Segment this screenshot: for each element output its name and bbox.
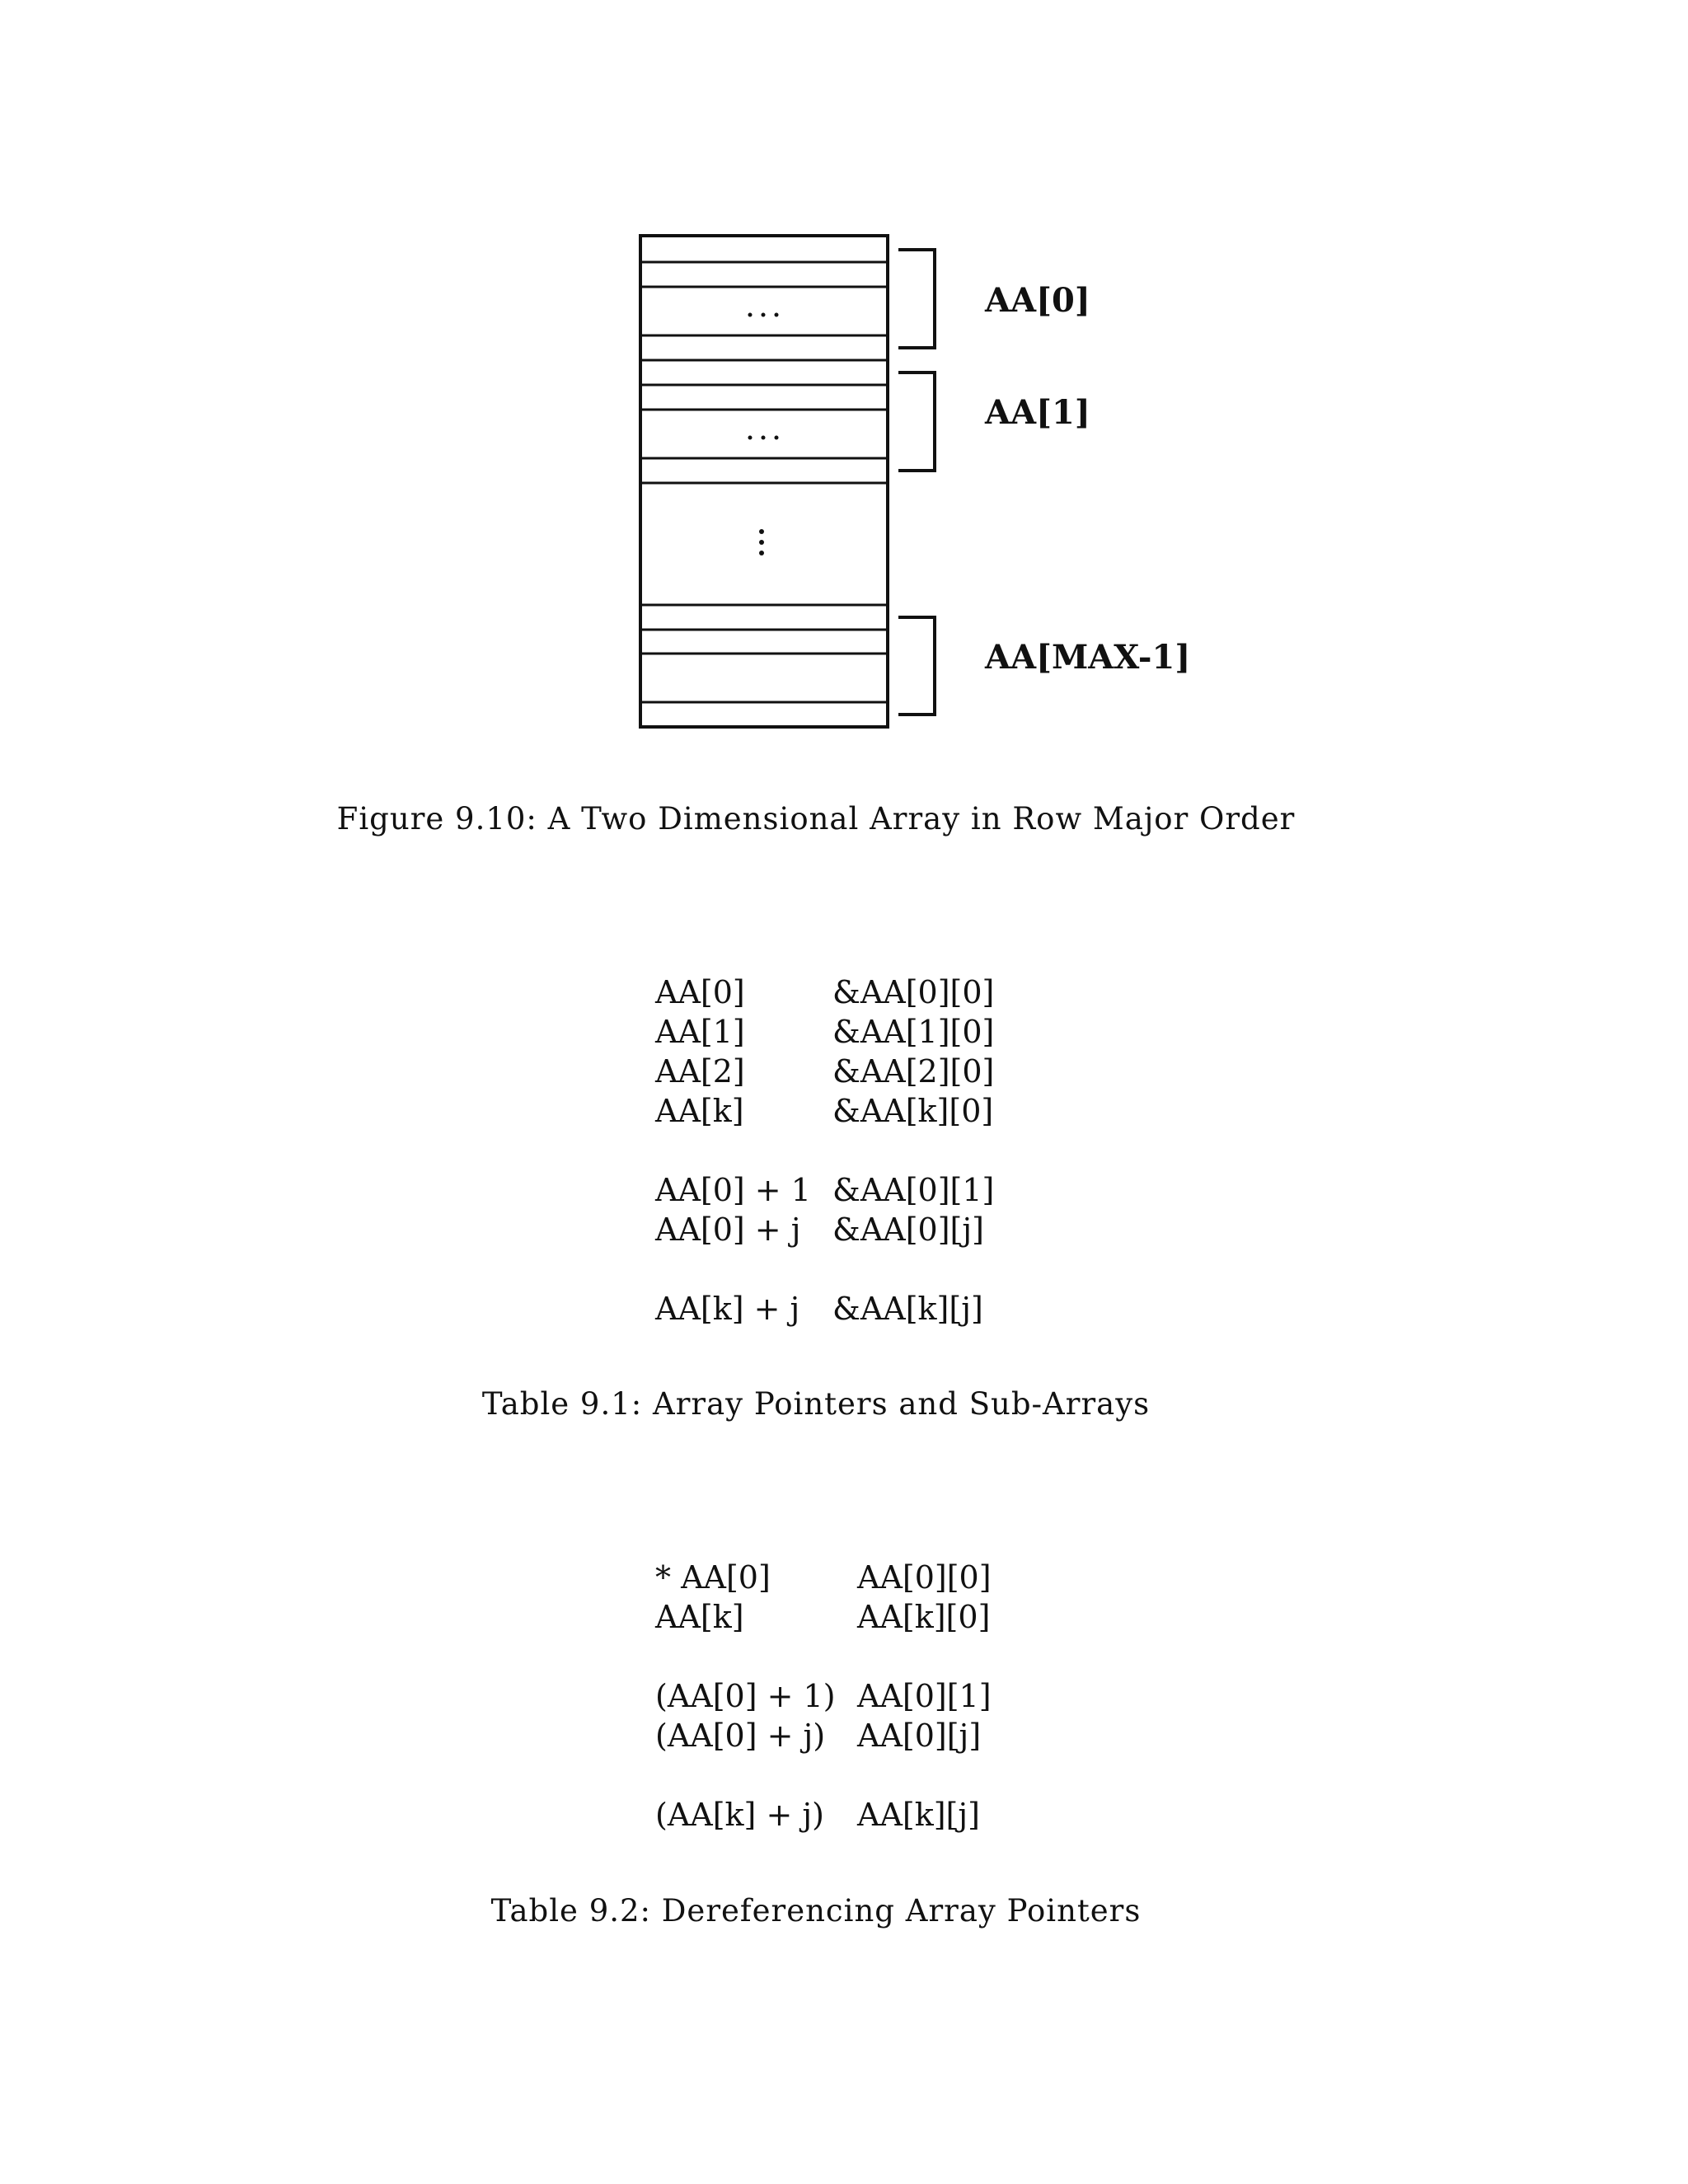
- array-memory-diagram: [0, 0, 1688, 775]
- table-row: [655, 1597, 992, 1637]
- table-cell: &AA[k][j]: [832, 1291, 983, 1327]
- table-row-spacer: [655, 1637, 992, 1676]
- table-cell: &AA[0][1]: [832, 1172, 995, 1208]
- table-cell: AA[0]: [655, 974, 745, 1010]
- bracket-row-last: [898, 617, 935, 715]
- table-cell: &AA[k][0]: [832, 1093, 994, 1129]
- table-cell: AA[2]: [655, 1053, 745, 1090]
- table-row: [655, 1012, 994, 1052]
- table-cell: AA[k]: [655, 1093, 744, 1129]
- table-cell: AA[k]: [655, 1599, 744, 1635]
- table-cell: AA[0][j]: [857, 1718, 982, 1754]
- table-cell: AA[k][j]: [857, 1797, 980, 1833]
- label-aa-1: AA[1]: [985, 393, 1090, 432]
- table-cell: AA[0] + j: [655, 1212, 801, 1248]
- table-row-spacer: [655, 1131, 994, 1170]
- table-row: [655, 1289, 994, 1329]
- table-cell: * AA[0]: [655, 1559, 771, 1596]
- label-aa-max-1: AA[MAX-1]: [985, 638, 1191, 677]
- table-row: [655, 1091, 994, 1131]
- table-cell: AA[k] + j: [655, 1291, 800, 1327]
- table-row: [655, 1052, 994, 1091]
- table1-caption: Table 9.1: Array Pointers and Sub-Arrays: [481, 1386, 1151, 1422]
- array-pointers-table: [655, 972, 994, 1329]
- table-row: [655, 972, 994, 1012]
- table-cell: &AA[1][0]: [832, 1014, 995, 1050]
- row-brackets: [898, 250, 935, 715]
- figure-caption: Figure 9.10: A Two Dimensional Array in Row Major Order: [336, 801, 1296, 837]
- table-cell: &AA[0][0]: [832, 974, 995, 1010]
- table-cell: (AA[0] + j): [655, 1718, 826, 1754]
- table-row: [655, 1558, 992, 1597]
- memory-cell-dividers: [640, 262, 888, 702]
- table-cell: (AA[k] + j): [655, 1797, 824, 1833]
- table-cell: &AA[2][0]: [832, 1053, 995, 1090]
- label-aa-0: AA[0]: [985, 281, 1090, 320]
- table-cell: (AA[0] + 1): [655, 1678, 836, 1714]
- horizontal-ellipsis-row0: [748, 313, 779, 317]
- table-cell: AA[0] + 1: [655, 1172, 811, 1208]
- table-cell: AA[0][0]: [857, 1559, 992, 1596]
- row-major-array-figure: [0, 0, 1688, 775]
- table2-caption: Table 9.2: Dereferencing Array Pointers: [490, 1893, 1142, 1929]
- table-cell: &AA[0][j]: [832, 1212, 984, 1248]
- horizontal-ellipsis-row1: [748, 436, 779, 440]
- table-row-spacer: [655, 1755, 992, 1795]
- table-cell: AA[k][0]: [857, 1599, 991, 1635]
- table-row: [655, 1716, 992, 1755]
- table-row-spacer: [655, 1249, 994, 1289]
- dereferencing-pointers-table: [655, 1558, 992, 1835]
- bracket-row1: [898, 373, 935, 471]
- table-row: [655, 1170, 994, 1210]
- table-cell: AA[0][1]: [857, 1678, 992, 1714]
- table-row: [655, 1795, 992, 1835]
- vertical-ellipsis: [759, 529, 764, 555]
- table-row: [655, 1210, 994, 1249]
- bracket-row0: [898, 250, 935, 348]
- table-cell: AA[1]: [655, 1014, 745, 1050]
- table-row: [655, 1676, 992, 1716]
